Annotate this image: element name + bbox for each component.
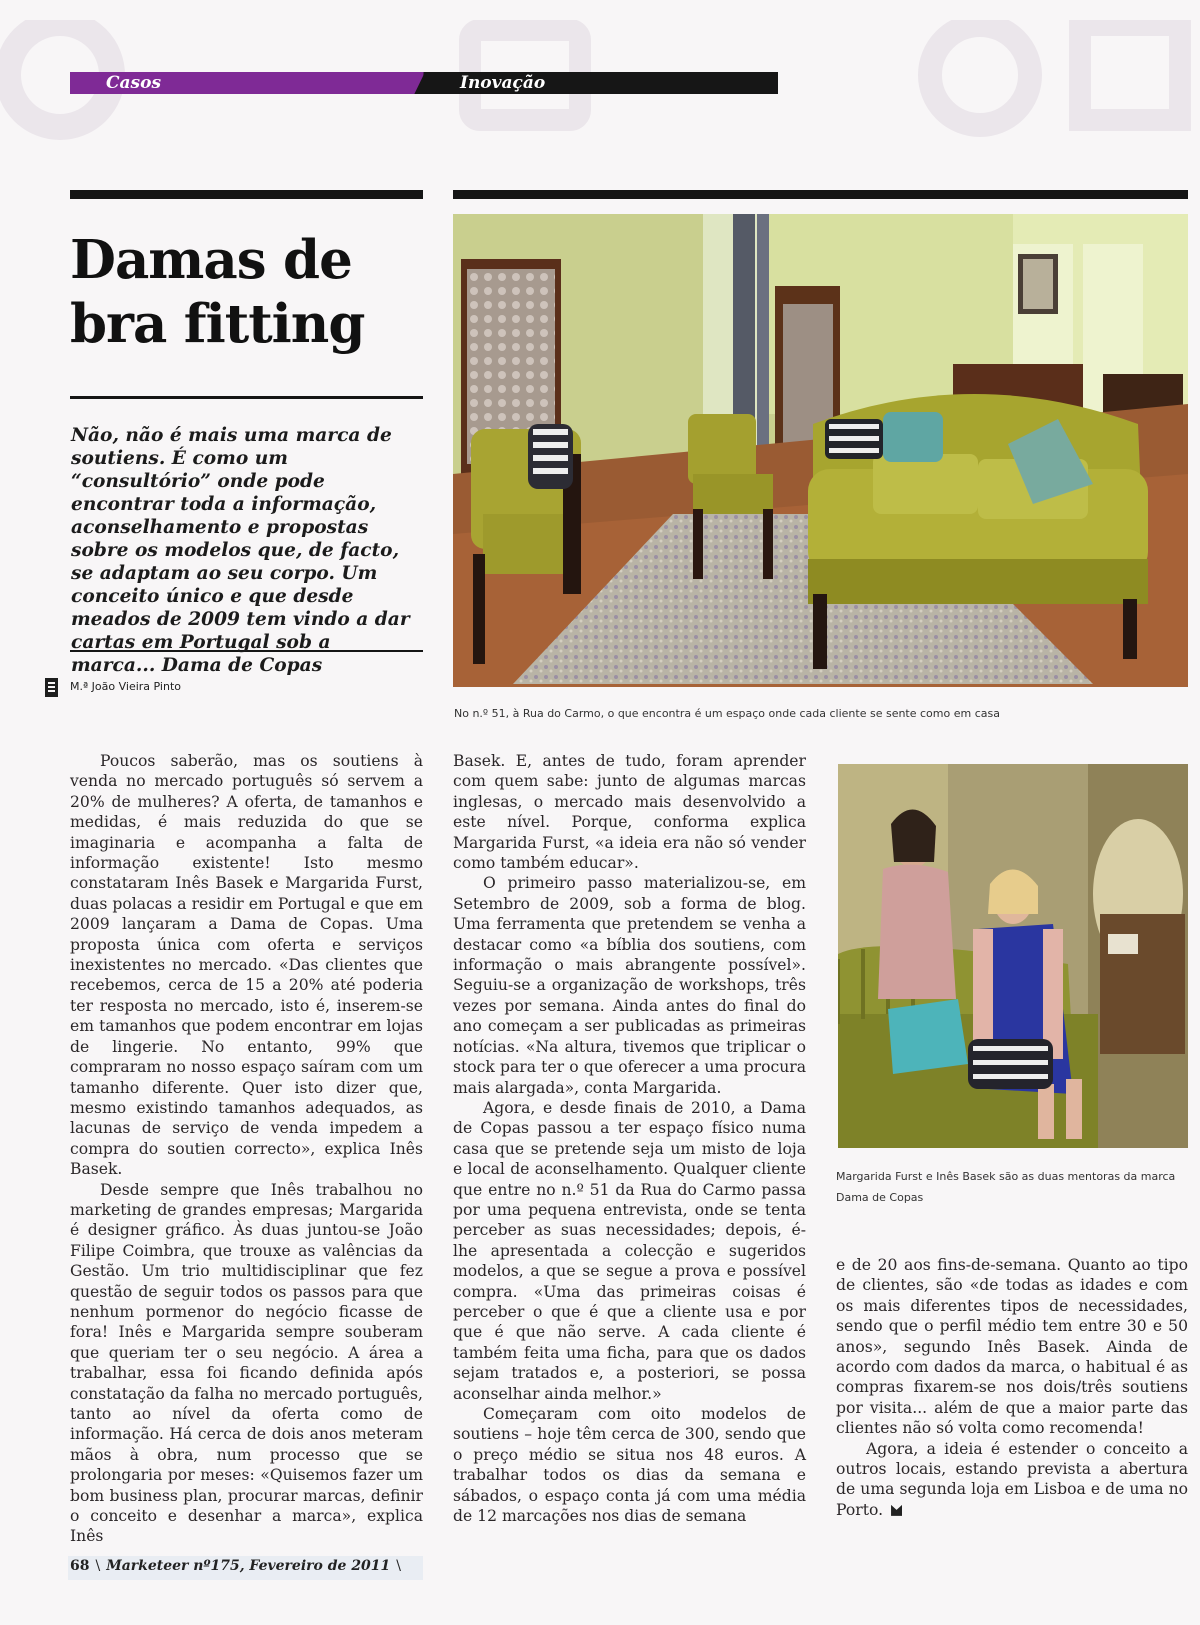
- body-column-3: [836, 1255, 1188, 1520]
- section-bar: [70, 72, 778, 94]
- end-of-article-icon: [891, 1505, 902, 1516]
- paragraph: O primeiro passo materializou-se, em Setembro de 2009, sob a forma de blog. Uma ferramenta que pretendem se venha a destacar como «a bíblia dos soutiens, com informação o mais abrangente possível». Seguiu-se a organização de workshops, três vezes por semana. Ainda antes do final do ano começam a ser publicadas as primeiras notícias. «Na altura, tivemos que triplicar o stock para ter o que oferecer a uma procura mais alargada», conta Margarida.: [453, 874, 806, 1097]
- paragraph: Poucos saberão, mas os soutiens à venda no mercado português só servem a 20% de mulheres? A oferta, de tamanhos e medidas, é mais reduzida do que se imaginaria e acompanha a falta de informação existente! Isto mesmo constataram Inês Basek e Margarida Furst, duas polacas a residir em Portugal e que em 2009 lançaram a Dama de Copas. Uma proposta única com oferta e serviços inexistentes no mercado. «Das clientes que recebemos, cerca de 15 a 20% até poderia ter resposta no mercado, isto é, inserem-se em tamanhos que podem encontrar em lojas de lingerie. No entanto, 99% que compraram no nosso espaço saíram com um tamanho diferente. Quer isto dizer que, mesmo existindo tamanhos adequados, as lacunas de serviço de venda impedem a compra do soutien correcto», explica Inês Basek.: [70, 752, 423, 1179]
- paragraph: e de 20 aos fins-de-semana. Quanto ao tipo de clientes, são «de todas as idades e com os mais diferentes tipos de necessidades, sendo que o perfil médio tem entre 30 e 50 anos», segundo Inês Basek. Ainda de acordo com dados da marca, o habitual é as compras fixarem-se nos dois/três soutiens por visita... além de que a maior parte das clientes não só volta como recomenda!: [836, 1256, 1188, 1438]
- paragraph: Basek. E, antes de tudo, foram aprender com quem sabe: junto de algumas marcas inglesas, o mercado mais desenvolvido a este nível. Porque, conforma explica Margarida Furst, «a ideia era não só vender como também educar».: [453, 752, 806, 873]
- title-line-2: bra fitting: [70, 293, 365, 355]
- main-photo-showroom: [453, 214, 1188, 687]
- paragraph-text: Agora, a ideia é estender o conceito a outros locais, estando prevista a abertura de uma segunda loja em Lisboa e de uma no Porto.: [836, 1439, 1188, 1519]
- author-name: M.ª João Vieira Pinto: [70, 680, 181, 693]
- paragraph: Desde sempre que Inês trabalhou no marketing de grandes empresas; Margarida é designer gráfico. Às duas juntou-se João Filipe Coimbra, que trouxe as valências da Gestão. Um trio multidisciplinar que fez questão de seguir todos os passos para que nenhum pormenor do negócio ficasse de fora! Inês e Margarida sempre souberam que queriam ter o seu negócio. A área a trabalhar, essa foi ficando definida após constatação da falha no mercado português, tanto ao nível da oferta como de informação. Há cerca de dois anos meteram mãos à obra, num processo que se prolongaria por meses: «Quisemos fazer um bom business plan, procurar marcas, definir o conceito e desenhar a marca», explica Inês: [70, 1180, 423, 1546]
- subsection-label: Inovação: [460, 73, 546, 93]
- paragraph: Agora, e desde finais de 2010, a Dama de Copas passou a ter espaço físico numa casa que se pretende seja um misto de loja e local de aconselhamento. Qualquer cliente que entre no n.º 51 da Rua do Carmo passa por uma pequena entrevista, onde se tenta perceber as suas necessidades; depois, é-lhe apresentada a colecção e sugeridos modelos, a que se segue a prova e possível compra. «Uma das primeiras coisas é perceber o que é que a cliente usa e por que é que não serve. A cada cliente é também feita uma ficha, para que os dados sejam tratados e, a posteriori, se possa aconselhar ainda melhor.»: [453, 1098, 806, 1403]
- title-line-1: Damas de: [70, 229, 352, 291]
- body-column-2: [453, 751, 806, 1526]
- notepad-icon: [45, 678, 58, 697]
- portrait-photo-founders: [838, 764, 1188, 1148]
- paragraph: [836, 1439, 1188, 1521]
- paragraph: Começaram com oito modelos de soutiens – hoje têm cerca de 300, sendo que o preço médio se situa nos 48 euros. A trabalhar todos os dias da semana e sábados, o espaço conta já com uma média de 12 marcações nos dias de semana: [453, 1405, 806, 1526]
- photo-top-rule: [453, 190, 1188, 199]
- title-top-rule: [70, 190, 423, 199]
- portrait-photo-caption: Margarida Furst e Inês Basek são as duas mentoras da marca Dama de Copas: [836, 1170, 1176, 1204]
- standfirst: Não, não é mais uma marca de soutiens. É como um “consultório” onde pode encontrar toda a informação, aconselhamento e propostas sobre os modelos que, de facto, se adaptam ao seu corpo. Um conceito único e que desde meados de 2009 tem vindo a dar cartas em Portugal sob a marca... Dama de Copas: [71, 425, 410, 676]
- article-title: [70, 228, 430, 356]
- publication-info: Marketeer nº175, Fevereiro de 2011: [106, 1558, 391, 1574]
- page-footer: 68 \ Marketeer nº175, Fevereiro de 2011 \: [70, 1558, 402, 1574]
- body-column-1: [70, 751, 423, 1547]
- page-number: 68: [70, 1558, 90, 1574]
- main-photo-caption: No n.º 51, à Rua do Carmo, o que encontra é um espaço onde cada cliente se sente como em casa: [454, 707, 1000, 720]
- title-bottom-rule: [70, 396, 423, 399]
- section-label: Casos: [106, 73, 162, 93]
